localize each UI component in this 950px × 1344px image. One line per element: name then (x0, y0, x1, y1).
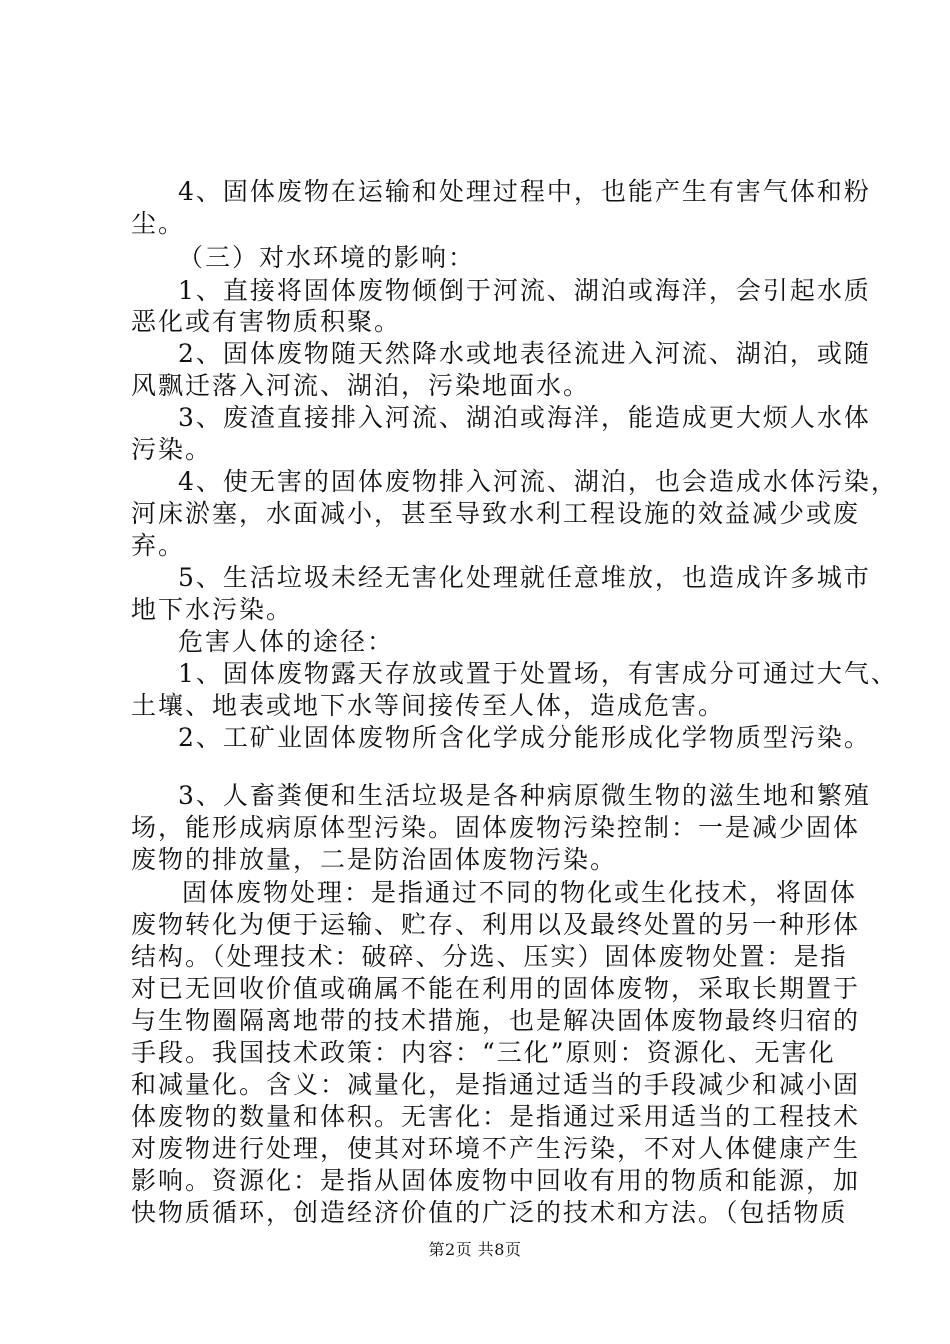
text-line: 弃。 (131, 531, 186, 560)
text-line: 1、直接将固体废物倾倒于河流、湖泊或海洋，会引起水质 (178, 276, 871, 305)
text-line: 尘。 (131, 209, 186, 238)
text-line: 与生物圈隔离地带的技术措施，也是解决固体废物最终归宿的 (131, 1006, 861, 1035)
text-line: 污染。 (131, 435, 213, 464)
text-line: 体废物的数量和体积。无害化：是指通过采用适当的工程技术 (131, 1102, 861, 1131)
text-line: 3、废渣直接排入河流、湖泊或海洋，能造成更大烦人水体 (178, 403, 871, 432)
text-line: 河床淤塞，水面减小，甚至导致水利工程设施的效益减少或废 (131, 499, 861, 528)
text-line: 对已无回收价值或确属不能在利用的固体废物，采取长期置于 (131, 974, 861, 1003)
text-line: 危害人体的途径： (178, 627, 395, 656)
text-line: 快物质循环，创造经济价值的广泛的技术和方法。（包括物质 (131, 1198, 848, 1227)
text-line: 风飘迁落入河流、湖泊，污染地面水。 (131, 371, 591, 400)
text-line: 2、工矿业固体废物所含化学成分能形成化学物质型污染。 (178, 723, 871, 752)
text-line: 废物的排放量，二是防治固体废物污染。 (131, 845, 618, 874)
text-line: 4、使无害的固体废物排入河流、湖泊，也会造成水体污染， (178, 467, 898, 496)
text-line: 结构。（处理技术：破碎、分选、压实）固体废物处置：是指 (131, 942, 848, 971)
text-line: 恶化或有害物质积聚。 (131, 307, 402, 336)
text-line: 土壤、地表或地下水等间接传至人体，造成危害。 (131, 691, 726, 720)
text-line: 废物转化为便于运输、贮存、利用以及最终处置的另一种形体 (131, 910, 861, 939)
text-line: 影响。资源化：是指从固体废物中回收有用的物质和能源，加 (131, 1166, 861, 1195)
text-line: 2、固体废物随天然降水或地表径流进入河流、湖泊，或随 (178, 339, 871, 368)
text-line: 和减量化。含义：减量化，是指通过适当的手段减少和减小固 (131, 1070, 861, 1099)
text-line: 地下水污染。 (131, 595, 294, 624)
text-line: 手段。我国技术政策：内容：“三化”原则：资源化、无害化 (131, 1038, 836, 1067)
text-line: 固体废物处理：是指通过不同的物化或生化技术，将固体 (182, 878, 858, 907)
text-line: 3、人畜粪便和生活垃圾是各种病原微生物的滋生地和繁殖 (178, 781, 871, 810)
text-line: （三）对水环境的影响： (178, 243, 476, 272)
text-line: 1、固体废物露天存放或置于处置场，有害成分可通过大气、 (178, 659, 898, 688)
text-line: 对废物进行处理，使其对环境不产生污染，不对人体健康产生 (131, 1134, 861, 1163)
text-line: 5、生活垃圾未经无害化处理就任意堆放，也造成许多城市 (178, 563, 871, 592)
page-footer: 第2页 共8页 (428, 1240, 522, 1259)
text-line: 4、固体废物在运输和处理过程中，也能产生有害气体和粉 (178, 177, 871, 206)
text-line: 场，能形成病原体型污染。固体废物污染控制：一是减少固体 (131, 813, 861, 842)
